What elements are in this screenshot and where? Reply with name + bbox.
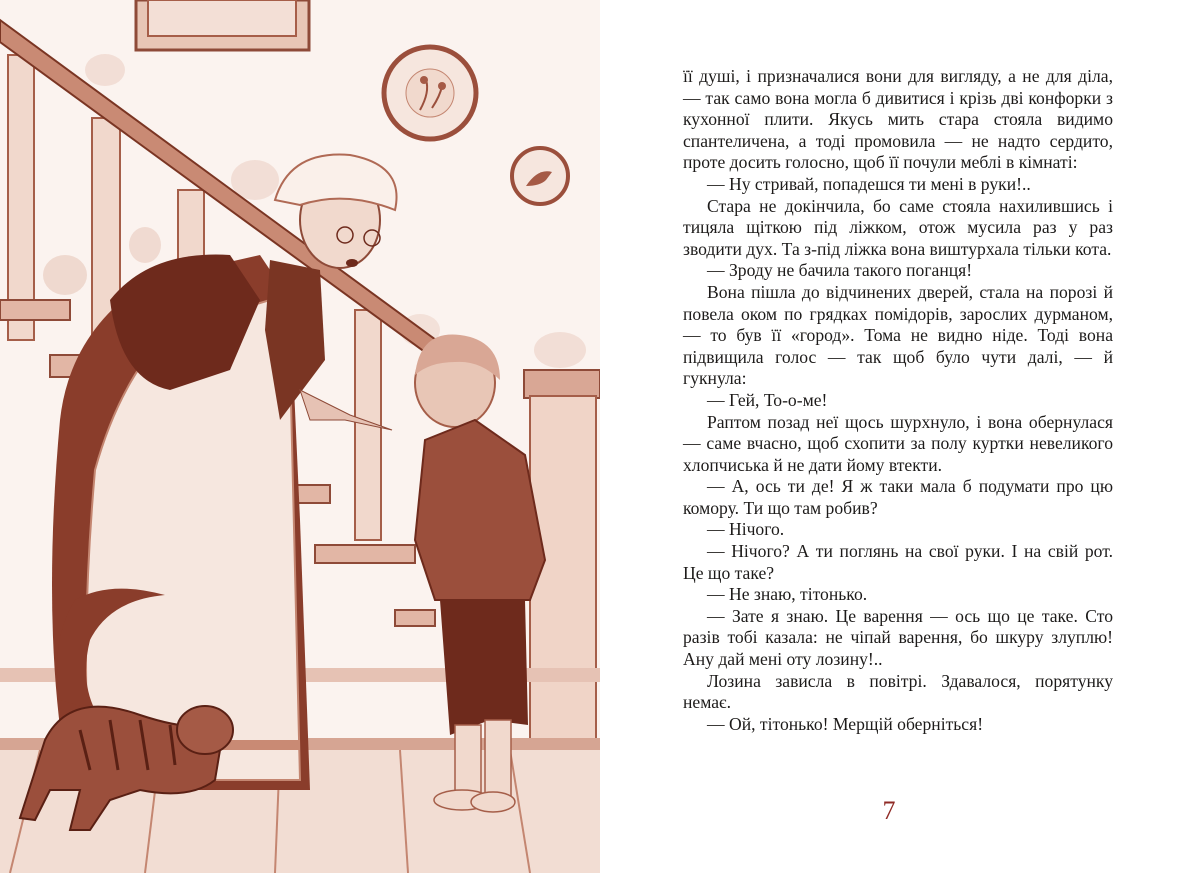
paragraph: — Не знаю, тітонько. <box>707 584 868 605</box>
picture-frame-icon <box>136 0 309 50</box>
page-number: 7 <box>882 796 896 825</box>
paragraph: — А, ось ти де! Я ж таки мала б подумати про цю комору. Ти що там робив? <box>683 476 1113 518</box>
flower-plate-icon <box>384 47 476 139</box>
paragraph: Вона пішла до відчинених дверей, стала на порозі й повела оком по грядках помідорів, зарослих дурманом, — то був її «город». Тома не видно ніде. Тоді вона підвищила голос — так щоб було чути далі, — й гукнула: <box>683 281 1113 389</box>
paragraph: Лозина зависла в повітрі. Здавалося, порятунку немає. <box>683 670 1113 713</box>
paragraph: — Гей, То-о-ме! <box>707 389 828 410</box>
paragraph: — Зате я знаю. Це варення — ось що це таке. Сто разів тобі казала: не чіпай варення, бо шкуру злуплю! Ану дай мені оту лозину!.. <box>683 605 1113 670</box>
paragraph: — Ну стривай, попадешся ти мені в руки!.. <box>707 173 1031 194</box>
bird-plate-icon <box>512 148 568 204</box>
paragraph: Раптом позад неї щось шурхнуло, і вона обернулася — саме вчасно, щоб схопити за полу куртки невеликого хлопчиська й не дати йому втекти. <box>683 411 1113 475</box>
story-text <box>683 66 1113 735</box>
paragraph: її душі, і призначалися вони для вигляду, а не для діла, — так само вона могла б дивитися і крізь дві конфорки з кухонної плити. Якусь мить стара стояла видимо спантеличена, а тоді промовила — не надто сердито, проте досить голосно, щоб її почули меблі в кімнаті: <box>683 66 1113 173</box>
paragraph: — Ой, тітонько! Мерщій оберніться! <box>707 713 984 734</box>
paragraph: Стара не докінчила, бо саме стояла нахилившись і тицяла щіткою під ліжком, отож мусила раз у раз зводити дух. Та з-під ліжка вона виштурхала тільки кота. <box>683 195 1113 259</box>
paragraph: — Нічого? А ти поглянь на свої руки. І на свій рот. Це що таке? <box>683 541 1113 583</box>
paragraph: — Нічого. <box>707 519 785 540</box>
paragraph: — Зроду не бачила такого поганця! <box>707 260 973 281</box>
